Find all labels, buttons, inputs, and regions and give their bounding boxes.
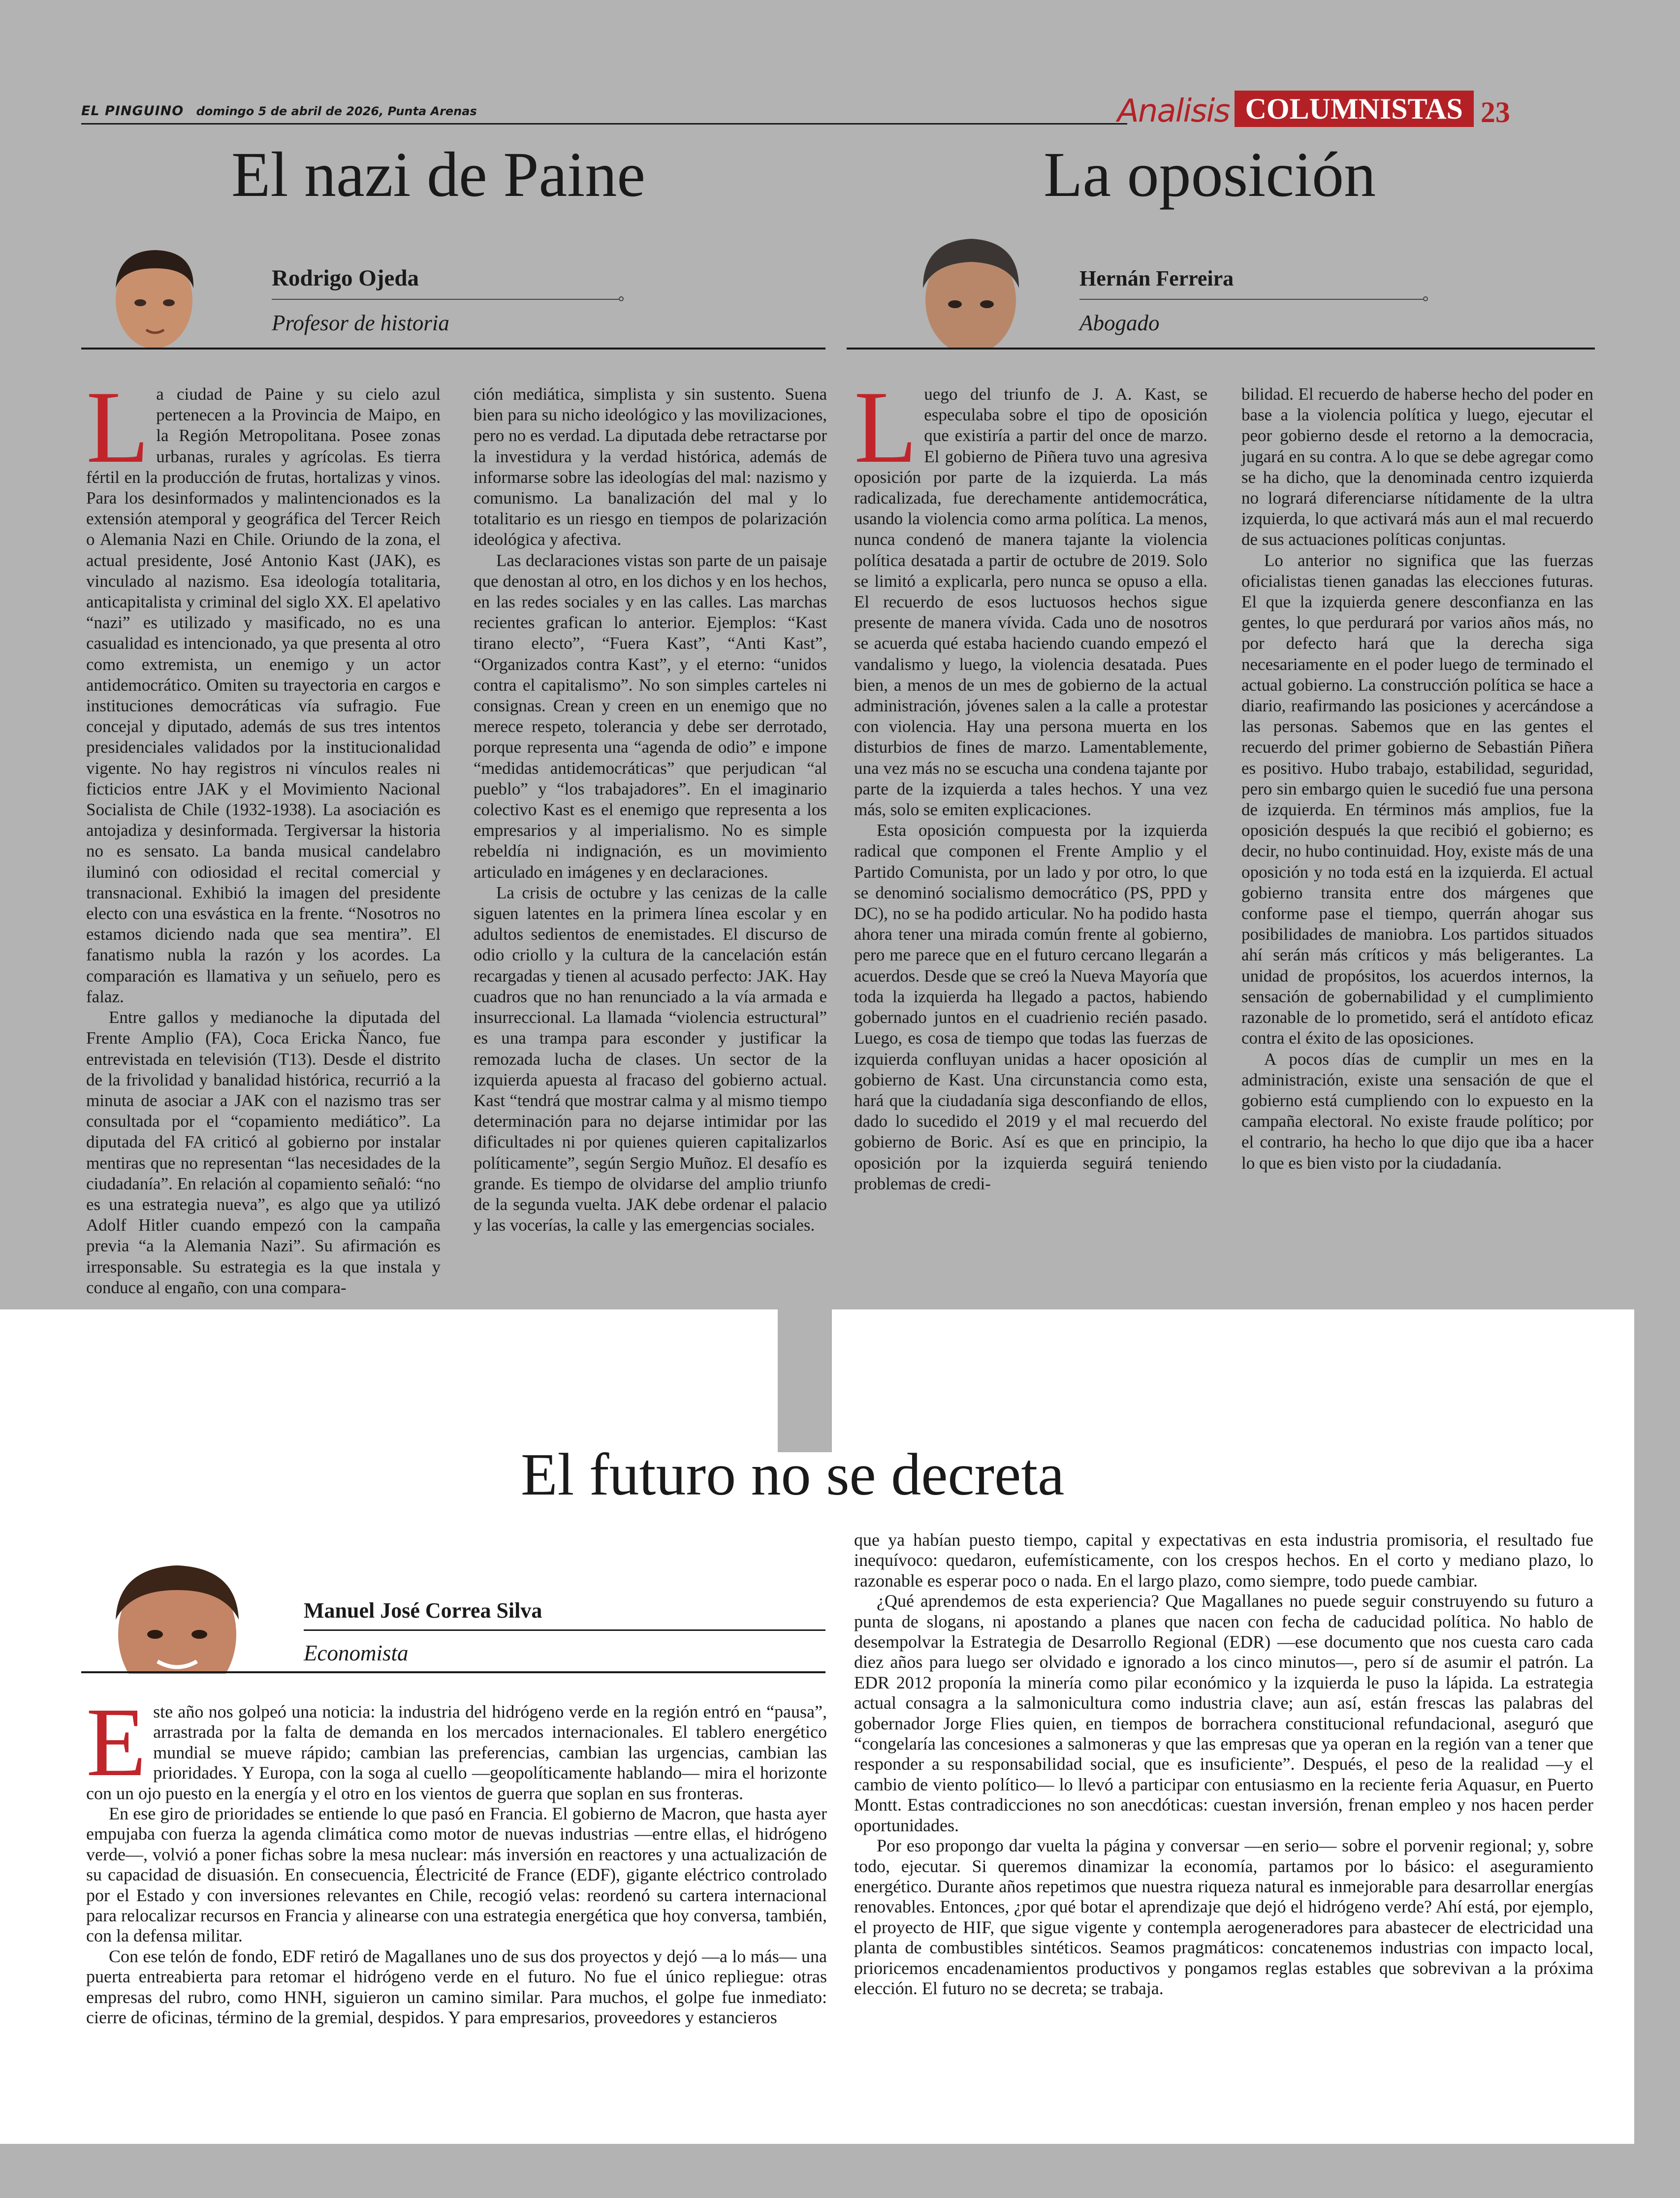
article1-name-rule [272, 299, 619, 300]
author-photo-rodrigo-ojeda [101, 241, 207, 350]
article3-column-1 [86, 1688, 827, 2028]
article3-paragraph: Por eso propongo dar vuelta la página y conversar —en serio— sobre el porvenir regional; y, sobre todo, ejecutar. Si queremos dinamizar la economía, partamos por lo básico: el aseguramiento energético. Durante años repetimos que nuestra riqueza natural es inmejorable para desarrollar energías renovables. Entonces, ¿por qué botar el aprendizaje que dejó el hidrógeno verde? Ahí está, por ejemplo, el proyecto de HIF, que sigue vigente y contempla aerogeneradores para abastecer de electricidad una planta de combustibles sintéticos. Seamos pragmáticos: concatenemos industrias con impacto local, prioricemos encadenamientos productivos y pongamos reglas estables que sobrevivan a la próxima elección. El futuro no se decreta; se trabaja. [854, 1836, 1593, 1998]
article3-header-rule [81, 1671, 825, 1673]
article3-title: El futuro no se decreta [521, 1441, 1065, 1508]
article2-dropcap: L [854, 370, 918, 484]
article2-header-rule [847, 348, 1595, 350]
gray-bottom-strip [0, 2144, 1680, 2198]
portrait-icon [89, 1556, 266, 1674]
article3-column-2 [854, 1530, 1593, 1999]
article2-paragraph: Lo anterior no significa que las fuerzas oficialistas tienen ganadas las elecciones futuras. El que la izquierda genere desconfianza en las gentes, lo que perdurará por varios años más, no por defecto hará que la derecha siga necesariamente en el poder luego de terminado el actual gobierno. La construcción política se hace a diario, reafirmando las posiciones y acercándose a las personas. Sabemos que en las gentes el recuerdo del primer gobierno de Sebastián Piñera es positivo. Hubo trabajo, estabilidad, seguridad, pero sin embargo quien le sucedió fue una persona de izquierda. En términos más amplios, fue la oposición después la que recibió el gobierno; es decir, no hubo continuidad. Hoy, existe más de una oposición y no toda está en la izquierda. El actual gobierno transita entre dos márgenes que conforme pase el tiempo, querrán ahogar sus posibilidades de maniobra. Los partidos situados ahí serán más críticos y más beligerantes. La unidad de propósitos, los acuerdos internos, la sensación de gobernabilidad y el cumplimiento razonable de lo prometido, será el antídoto eficaz contra el éxito de las oposiciones. [1241, 550, 1593, 1048]
paper-name: EL PINGUINO [81, 103, 184, 119]
folio-line [81, 103, 477, 119]
article3-author-role: Economista [304, 1641, 409, 1665]
author-photo-hernan-ferreira [908, 231, 1034, 350]
article2-title: La oposición [1044, 139, 1376, 210]
article1-paragraph: La crisis de octubre y las cenizas de la calle siguen latentes en la primera línea escolar y en adultos sedientos de enemistades. El discurso de odio criollo y la cultura de la cancelación están recargadas y tienen al acusado perfecto: JAK. Hay cuadros que no han renunciado a la vía armada e insurreccional. La llamada “violencia estructural” es una trampa para esconder y justificar la remozada lucha de clases. Un sector de la izquierda apuesta al fracaso del gobierno actual. Kast “tendrá que mostrar calma y al mismo tiempo determinación para no dejarse intimidar por las dificultades ni por quienes quieren capitalizarlos políticamente”, según Sergio Muñoz. El desafío es grande. Es tiempo de olvidarse del amplio triunfo de la segunda vuelta. JAK debe ordenar el palacio y las vocerías, la calle y las emergencias sociales. [474, 883, 827, 1235]
article2-author-role: Abogado [1079, 311, 1160, 335]
article3-dropcap: E [86, 1688, 147, 1797]
article1-column-2 [474, 384, 827, 1236]
article1-column-1 [86, 370, 441, 1298]
article2-column-2 [1241, 384, 1593, 1174]
article1-title: El nazi de Paine [231, 139, 646, 210]
dateline: domingo 5 de abril de 2026, Punta Arenas [196, 104, 477, 118]
article2-paragraph: Esta oposición compuesta por la izquierda radical que componen el Frente Amplio y el Partido Comunista, por un lado y por otro, lo que se denominó socialismo democrático (PS, PPD y DC), no se ha podido articular. No ha podido hasta ahora tener una mirada común frente al gobierno, pero me parece que en el futuro cercano llegarán a acuerdos. Desde que se creó la Nueva Mayoría que toda la izquierda ha llegado a pactos, habiendo gobernado juntos en el cuadrienio recién pasado. Luego, es cosa de tiempo que todas las fuerzas de izquierda confluyan unidas a hacer oposición al gobierno de Kast. Una circunstancia como esta, hará que la ciudadanía siga desconfiando de ellos, dado lo sucedido el 2019 y el mal recuerdo del gobierno de Boric. Así es que en principio, la oposición por la izquierda seguirá teniendo problemas de credi- [854, 821, 1207, 1193]
section-label-analisis: Analisis [1117, 93, 1230, 129]
gray-gutter-notch [778, 1309, 832, 1452]
article1-paragraph: Las declaraciones vistas son parte de un paisaje que denostan al otro, en los dichos y en los hechos, en las redes sociales y en las calles. Las marchas recientes grafican lo anterior. Ejemplos: “Kast tirano electo”, “Fuera Kast”, “Anti Kast”, “Organizados contra Kast”, y el eterno: “unidos contra el capitalismo”. No son simples carteles ni consignas. Crean y creen en un enemigo que no merece respeto, tolerancia y debe ser derrotado, porque representa una “agenda de odio” e impone “medidas antidemocráticas” que perjudican “al pueblo” y “los trabajadores”. En el imaginario colectivo Kast es el enemigo que representa a los empresarios y al imperialismo. No es simple rebeldía ni indignación, es un movimiento articulado en imágenes y en declaraciones. [474, 550, 827, 882]
article2-name-rule [1079, 299, 1423, 300]
article2-name-rule-end [1423, 296, 1428, 301]
section-label-columnistas: COLUMNISTAS [1235, 91, 1474, 127]
article3-name-rule [304, 1629, 825, 1631]
article1-paragraph: ción mediática, simplista y sin sustento. Suena bien para su nicho ideológico y las movilizaciones, pero no es verdad. La diputada debe retractarse por la investidura y la verdad histórica, además de informarse sobre las ideologías del mal: nazismo y comunismo. La banalización del mal y lo totalitario es un riesgo en tiempos de polarización ideológica y afectiva. [474, 384, 827, 549]
article1-paragraph: Entre gallos y medianoche la diputada del Frente Amplio (FA), Coca Ericka Ñanco, fue entrevistada en televisión (T13). Desde el distrito de la frivolidad y banalidad histórica, recurrió a la minuta de asociar a JAK con el nazismo tras ser consultada por el “copamiento mediático”. La diputada del FA criticó al gobierno por instalar mentiras que no representan “las necesidades de la ciudadanía”. En relación al copamiento señaló: “no es una estrategia nueva”, es algo que ya utilizó Adolf Hitler cuando empezó con la campaña previa “a la Alemania Nazi”. Su afirmación es irresponsable. Su estrategia es la que instala y conduce al engaño, con una compara- [86, 1008, 441, 1297]
article1-header-rule [81, 348, 825, 350]
article3-paragraph: que ya habían puesto tiempo, capital y expectativas en esta industria promisoria, el resultado fue inequívoco: quedaron, eufemísticamente, con los crespos hechos. En el corto y mediano plazo, lo razonable es esperar poco o nada. En el largo plazo, como siempre, todo puede cambiar. [854, 1530, 1593, 1591]
article1-author-role: Profesor de historia [272, 311, 449, 335]
article2-paragraph: A pocos días de cumplir un mes en la administración, existe una sensación de que el gobierno está cumpliendo con lo expuesto en la campaña electoral. No existe fraude político; por el contrario, ha hecho lo que dijo que iba a hacer lo que es bien visto por la ciudadanía. [1241, 1049, 1593, 1173]
portrait-icon [101, 241, 207, 350]
page-number: 23 [1480, 96, 1510, 128]
article2-paragraph: bilidad. El recuerdo de haberse hecho del poder en base a la violencia política y luego, ejecutar el peor gobierno desde el retorno a la democracia, jugará en su contra. A lo que se debe agregar como se ha dicho, que la denominada centro izquierda no logrará diferenciarse nítidamente de la ultra izquierda, lo que activará más aun el mal recuerdo de sus actuaciones políticas conjuntas. [1241, 384, 1593, 549]
white-bottom-panel [0, 1309, 778, 1452]
article1-author-name: Rodrigo Ojeda [272, 265, 419, 291]
article2-column-1 [854, 370, 1207, 1194]
article1-name-rule-end [619, 296, 624, 301]
author-photo-manuel-jose-correa-silva [89, 1556, 266, 1674]
folio-rule [81, 123, 1127, 125]
article2-paragraph: uego del triunfo de J. A. Kast, se especulaba sobre el tipo de oposición que existiría a partir del once de marzo. El gobierno de Piñera tuvo una agresiva oposición por parte de la izquierda. La más radicalizada, fue derechamente antidemocrática, usando la violencia como arma política. La menos, nunca condenó de manera tajante la violencia política desatada a partir de octubre de 2019. Solo se limitó a explicarla, pero nunca se opuso a ella. El recuerdo de esos luctuosos hechos sigue presente de manera vívida. Cada uno de nosotros se acuerda qué estaba haciendo cuando empezó el vandalismo y luego, la violencia desatada. Pues bien, a menos de un mes de gobierno de la actual administración, jóvenes salen a la calle a protestar con violencia. Hay una persona muerta en los disturbios de fines de marzo. Lamentablemente, una vez más no se escucha una condena tajante por parte de la izquierda a tales hechos. Y una vez más, solo se emiten explicaciones. [854, 384, 1207, 820]
portrait-icon [908, 231, 1034, 350]
article1-dropcap: L [86, 370, 150, 484]
article3-author-name: Manuel José Correa Silva [304, 1598, 542, 1623]
article3-paragraph: ste año nos golpeó una noticia: la industria del hidrógeno verde en la región entró en “pausa”, arrastrada por la falta de demanda en los mercados internacionales. El tablero energético mundial se mueve rápido; cambian las preferencias, cambian las urgencias, cambian las prioridades. Y Europa, con la soga al cuello —geopolíticamente hablando— mira el horizonte con un ojo puesto en la energía y el otro en los vientos de guerra que soplan en sus fronteras. [86, 1702, 827, 1803]
article3-paragraph: ¿Qué aprendemos de esta experiencia? Que Magallanes no puede seguir construyendo su futuro a punta de slogans, ni apostando a planes que nacen con fecha de caducidad política. No hablo de desempolvar la Estrategia de Desarrollo Regional (EDR) —ese documento que nos cuesta caro cada diez años para luego ser olvidado e ignorado a los cinco minutos—, pero sí de asumir el patrón. La EDR 2012 proponía la minería como pilar económico y la izquierda le puso la lápida. La estrategia actual consagra a la salmonicultura como industria clave; aun así, están frescas las palabras del gobernador Jorge Flies quien, en tiempos de borrachera constitucional refundacional, aseguró que “congelaría las concesiones a salmoneras y que las empresas que ya operan en la región van a tener que responder a su responsabilidad social, que es insuficiente”. Después, el peso de la realidad —y el cambio de viento político— lo llevó a participar con entusiasmo en la reciente feria Aquasur, en Puerto Montt. Estas contradicciones no son anecdóticas: cuestan inversión, frenan empleo y nos hacen perder oportunidades. [854, 1591, 1593, 1835]
gray-right-strip [1634, 0, 1680, 2198]
section-header [1117, 89, 1510, 127]
article3-paragraph: Con ese telón de fondo, EDF retiró de Magallanes uno de sus dos proyectos y dejó —a lo más— una puerta entreabierta para retomar el hidrógeno verde en el futuro. No fue el único repliegue: otras empresas del rubro, como HNH, siguieron un camino similar. Para muchos, el golpe fue inmediato: cierre de oficinas, término de la gremial, despidos. Y para empresarios, proveedores y estancieros [86, 1946, 827, 2028]
article2-author-name: Hernán Ferreira [1079, 266, 1234, 290]
article1-paragraph: a ciudad de Paine y su cielo azul pertenecen a la Provincia de Maipo, en la Región Metropolitana. Posee zonas urbanas, rurales y agrícolas. Es tierra fértil en la producción de frutas, hortalizas y vinos. Para los desinformados y malintencionados es la extensión atemporal y geográfica del Tercer Reich o Alemania Nazi en Chile. Oriundo de la zona, el actual presidente, José Antonio Kast (JAK), es vinculado al nazismo. Esa ideología totalitaria, anticapitalista y criminal del siglo XX. El apelativo “nazi” es utilizado y masificado, no es una casualidad es intencionado, ya que presenta al otro como extremista, un enemigo y un actor antidemocrático. Omiten su trayectoria en cargos e instituciones democráticas vía sufragio. Fue concejal y diputado, además de sus tres intentos presidenciales validados por la institucionalidad vigente. No hay registros ni vínculos reales ni ficticios entre JAK y el Movimiento Nacional Socialista de Chile (1932-1938). La asociación es antojadiza y desinformada. Tergiversar la historia no es sensato. La banda musical candelabro iluminó con odiosidad el recital comercial y transnacional. Exhibió la imagen del presidente electo con una esvástica en la frente. “Nosotros no estamos diciendo nada que sea mentira”. El fanatismo nubla la razón y los acordes. La comparación es llamativa y un señuelo, pero es falaz. [86, 384, 441, 1006]
article3-paragraph: En ese giro de prioridades se entiende lo que pasó en Francia. El gobierno de Macron, que hasta ayer empujaba con fuerza la agenda climática como motor de nuevas industrias —entre ellas, el hidrógeno verde—, volvió a poner fichas sobre la mesa nuclear: más inversión en reactores y una actualización de su capacidad de disuasión. En consecuencia, Électricité de France (EDF), gigante eléctrico controlado por el Estado y con inversiones relevantes en Chile, recogió velas: reordenó su cartera internacional para relocalizar recursos en Francia y alinearse con una estrategia energética que hoy conversa, también, con la defensa militar. [86, 1804, 827, 1946]
